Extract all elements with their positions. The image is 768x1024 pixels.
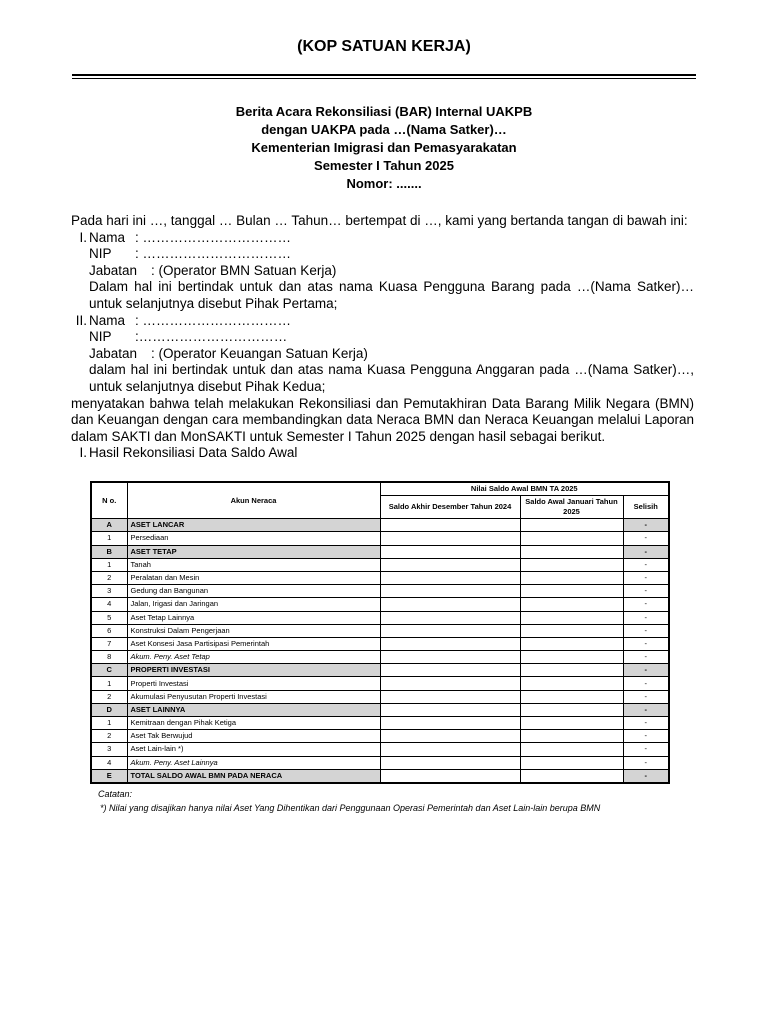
- party-one: [71, 230, 694, 313]
- row-saldo-awal: [520, 545, 623, 558]
- row-account: Aset Konsesi Jasa Partisipasi Pemerintah: [127, 637, 380, 650]
- row-account: Konstruksi Dalam Pengerjaan: [127, 624, 380, 637]
- kop-heading: (KOP SATUAN KERJA): [297, 38, 471, 55]
- row-number: 1: [91, 717, 127, 730]
- row-selisih: -: [623, 769, 669, 783]
- header-group: Nilai Saldo Awal BMN TA 2025: [380, 482, 669, 496]
- row-number: D: [91, 703, 127, 716]
- row-selisih: -: [623, 690, 669, 703]
- row-number: 3: [91, 585, 127, 598]
- row-saldo-awal: [520, 571, 623, 584]
- row-number: B: [91, 545, 127, 558]
- row-saldo-akhir: [380, 756, 520, 769]
- party-one-number: I.: [79, 229, 87, 245]
- table-row: [91, 611, 669, 624]
- row-account: ASET LAINNYA: [127, 703, 380, 716]
- row-number: 4: [91, 756, 127, 769]
- nama-label: Nama: [89, 229, 126, 245]
- row-account: ASET TETAP: [127, 545, 380, 558]
- row-saldo-awal: [520, 703, 623, 716]
- row-saldo-akhir: [380, 598, 520, 611]
- row-saldo-awal: [520, 717, 623, 730]
- nama-value: : ……………………………: [135, 229, 292, 245]
- row-selisih: -: [623, 532, 669, 545]
- statement-paragraph: menyatakan bahwa telah melakukan Rekonsiliasi dan Pemutakhiran Data Barang Milik Negara (BMN) dan Keuangan dengan cara membandingkan data Neraca BMN dan Neraca Keuangan melalui Laporan dalam SAKTI dan MonSAKTI untuk Semester I Tahun 2025 dengan hasil sebagai berikut.: [71, 395, 694, 444]
- row-saldo-akhir: [380, 611, 520, 624]
- row-saldo-akhir: [380, 730, 520, 743]
- row-selisih: -: [623, 730, 669, 743]
- title-line: Nomor: .......: [346, 176, 422, 191]
- reconciliation-table: [90, 481, 670, 784]
- title-line: dengan UAKPA pada …(Nama Satker)…: [261, 122, 507, 137]
- nip-label: NIP: [89, 329, 112, 345]
- jabatan-value: : (Operator Keuangan Satuan Kerja): [151, 345, 368, 361]
- party-two: [71, 313, 694, 396]
- row-saldo-akhir: [380, 651, 520, 664]
- header-akun: Akun Neraca: [127, 482, 380, 519]
- party-two-number: II.: [75, 312, 87, 328]
- row-account: Akum. Peny. Aset Lainnya: [127, 756, 380, 769]
- row-account: ASET LANCAR: [127, 519, 380, 532]
- row-saldo-awal: [520, 756, 623, 769]
- table-row: [91, 730, 669, 743]
- row-saldo-awal: [520, 730, 623, 743]
- row-saldo-akhir: [380, 677, 520, 690]
- jabatan-value: : (Operator BMN Satuan Kerja): [151, 262, 337, 278]
- row-saldo-akhir: [380, 769, 520, 783]
- row-account: Kemitraan dengan Pihak Ketiga: [127, 717, 380, 730]
- row-account: Jalan, Irigasi dan Jaringan: [127, 598, 380, 611]
- row-saldo-awal: [520, 598, 623, 611]
- row-number: 3: [91, 743, 127, 756]
- row-saldo-awal: [520, 519, 623, 532]
- row-saldo-akhir: [380, 743, 520, 756]
- jabatan-label: Jabatan: [89, 345, 138, 361]
- row-saldo-akhir: [380, 637, 520, 650]
- row-account: Akumulasi Penyusutan Properti Investasi: [127, 690, 380, 703]
- row-saldo-akhir: [380, 558, 520, 571]
- row-saldo-akhir: [380, 545, 520, 558]
- row-selisih: -: [623, 545, 669, 558]
- header-no: N o.: [91, 482, 127, 519]
- party-two-description: dalam hal ini bertindak untuk dan atas nama Kuasa Pengguna Anggaran pada …(Nama Satker)…, untuk selanjutnya disebut Pihak Kedua;: [89, 362, 694, 394]
- row-selisih: -: [623, 585, 669, 598]
- nip-value: :……………………………: [135, 329, 288, 345]
- header-selisih: Selisih: [623, 496, 669, 519]
- title-line: Kementerian Imigrasi dan Pemasyarakatan: [251, 140, 517, 155]
- row-selisih: -: [623, 703, 669, 716]
- row-saldo-akhir: [380, 624, 520, 637]
- table-row: [91, 743, 669, 756]
- row-account: Aset Tak Berwujud: [127, 730, 380, 743]
- table-row: [91, 571, 669, 584]
- table-row: [91, 717, 669, 730]
- row-number: 4: [91, 598, 127, 611]
- row-selisih: -: [623, 611, 669, 624]
- row-saldo-awal: [520, 677, 623, 690]
- row-saldo-awal: [520, 558, 623, 571]
- section-title: Hasil Rekonsiliasi Data Saldo Awal: [89, 445, 298, 461]
- jabatan-label: Jabatan: [89, 262, 138, 278]
- document-body: [71, 213, 694, 462]
- row-selisih: -: [623, 571, 669, 584]
- table-row: [91, 545, 669, 558]
- row-number: 1: [91, 677, 127, 690]
- row-number: E: [91, 769, 127, 783]
- row-saldo-akhir: [380, 519, 520, 532]
- row-selisih: -: [623, 651, 669, 664]
- header-rule-thick: [72, 74, 696, 76]
- table-row: [91, 598, 669, 611]
- row-saldo-awal: [520, 664, 623, 677]
- row-saldo-awal: [520, 637, 623, 650]
- row-saldo-awal: [520, 651, 623, 664]
- section-number: I.: [79, 445, 87, 461]
- table-row: [91, 756, 669, 769]
- nip-value: : ……………………………: [135, 246, 292, 262]
- row-account: Aset Tetap Lainnya: [127, 611, 380, 624]
- row-account: Akum. Peny. Aset Tetap: [127, 651, 380, 664]
- nip-label: NIP: [89, 246, 112, 262]
- title-line: Berita Acara Rekonsiliasi (BAR) Internal UAKPB: [235, 104, 533, 119]
- row-number: C: [91, 664, 127, 677]
- row-saldo-awal: [520, 690, 623, 703]
- row-number: 2: [91, 571, 127, 584]
- row-account: Aset Lain-lain *): [127, 743, 380, 756]
- row-saldo-akhir: [380, 703, 520, 716]
- row-selisih: -: [623, 624, 669, 637]
- nama-label: Nama: [89, 312, 126, 328]
- table-row: [91, 532, 669, 545]
- title-line: Semester I Tahun 2025: [314, 158, 454, 173]
- row-account: Gedung dan Bangunan: [127, 585, 380, 598]
- row-saldo-akhir: [380, 690, 520, 703]
- row-number: 2: [91, 730, 127, 743]
- row-selisih: -: [623, 677, 669, 690]
- row-selisih: -: [623, 637, 669, 650]
- header-rule-thin: [72, 78, 696, 79]
- row-saldo-akhir: [380, 664, 520, 677]
- row-number: A: [91, 519, 127, 532]
- row-selisih: -: [623, 756, 669, 769]
- row-number: 1: [91, 532, 127, 545]
- row-saldo-awal: [520, 532, 623, 545]
- table-row: [91, 585, 669, 598]
- table-row: [91, 664, 669, 677]
- table-row: [91, 519, 669, 532]
- table-body: [91, 519, 669, 783]
- row-account: Tanah: [127, 558, 380, 571]
- table-row: [91, 769, 669, 783]
- row-saldo-akhir: [380, 571, 520, 584]
- party-one-description: Dalam hal ini bertindak untuk dan atas nama Kuasa Pengguna Barang pada …(Nama Satker)… untuk selanjutnya disebut Pihak Pertama;: [89, 279, 694, 311]
- row-saldo-awal: [520, 585, 623, 598]
- row-number: 8: [91, 651, 127, 664]
- document-title: [0, 103, 768, 193]
- row-selisih: -: [623, 519, 669, 532]
- table-row: [91, 637, 669, 650]
- table-row: [91, 651, 669, 664]
- row-number: 5: [91, 611, 127, 624]
- row-account: Properti Investasi: [127, 677, 380, 690]
- row-number: 7: [91, 637, 127, 650]
- table-row: [91, 703, 669, 716]
- table-row: [91, 624, 669, 637]
- intro-paragraph: Pada hari ini …, tanggal … Bulan … Tahun… bertempat di …, kami yang bertanda tangan di bawah ini:: [71, 213, 688, 228]
- section-heading: [71, 445, 694, 462]
- row-number: 6: [91, 624, 127, 637]
- row-number: 1: [91, 558, 127, 571]
- row-saldo-awal: [520, 743, 623, 756]
- nama-value: : ……………………………: [135, 312, 292, 328]
- header-saldo-awal: Saldo Awal Januari Tahun 2025: [520, 496, 623, 519]
- row-saldo-awal: [520, 769, 623, 783]
- row-account: PROPERTI INVESTASI: [127, 664, 380, 677]
- row-saldo-akhir: [380, 717, 520, 730]
- note-text: *) Nilai yang disajikan hanya nilai Aset Yang Dihentikan dari Penggunaan Operasi Pemerintah dan Aset Lain-lain berupa BMN: [100, 803, 601, 813]
- table-row: [91, 558, 669, 571]
- row-saldo-awal: [520, 611, 623, 624]
- row-account: Persediaan: [127, 532, 380, 545]
- row-selisih: -: [623, 743, 669, 756]
- row-saldo-akhir: [380, 585, 520, 598]
- table-row: [91, 677, 669, 690]
- header-saldo-akhir: Saldo Akhir Desember Tahun 2024: [380, 496, 520, 519]
- row-saldo-akhir: [380, 532, 520, 545]
- row-account: TOTAL SALDO AWAL BMN PADA NERACA: [127, 769, 380, 783]
- row-account: Peralatan dan Mesin: [127, 571, 380, 584]
- row-number: 2: [91, 690, 127, 703]
- note-title: Catatan:: [98, 789, 133, 799]
- row-selisih: -: [623, 717, 669, 730]
- row-saldo-awal: [520, 624, 623, 637]
- row-selisih: -: [623, 664, 669, 677]
- table-row: [91, 690, 669, 703]
- row-selisih: -: [623, 598, 669, 611]
- row-selisih: -: [623, 558, 669, 571]
